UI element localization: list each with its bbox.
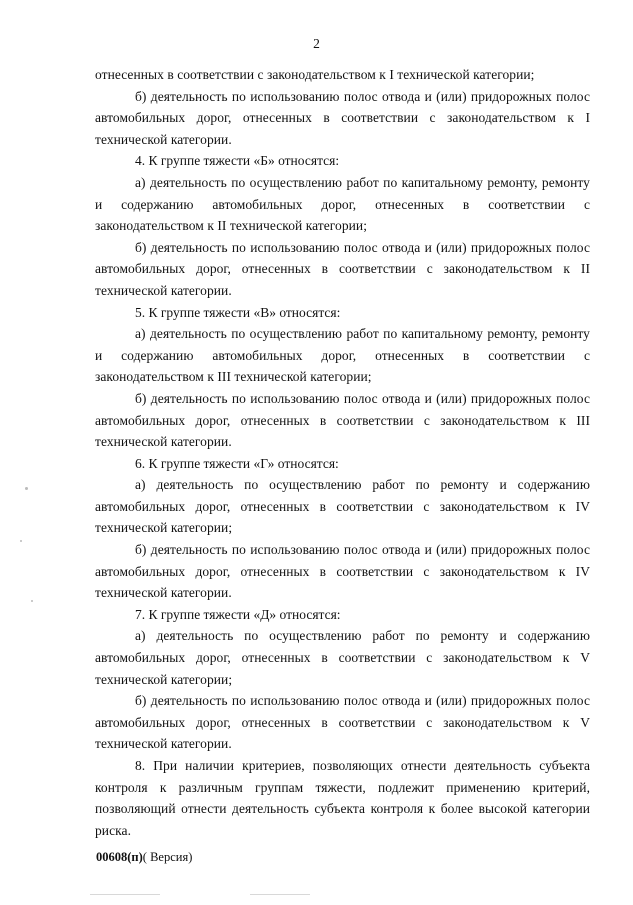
paragraph-item-a-cat2: а) деятельность по осуществлению работ по капитальному ремонту, ремонту и содержанию автомобильных дорог, отнесенных в соответствии с законодательством к II технической категории;	[95, 174, 590, 234]
paragraph-item-b-cat5: б) деятельность по использованию полос отвода и (или) придорожных полос автомобильных дорог, отнесенных в соответствии с законодательством к V технической категории.	[95, 693, 590, 752]
paragraph-item-a-cat3: а) деятельность по осуществлению работ по капитальному ремонту, ремонту и содержанию автомобильных дорог, отнесенных в соответствии с законодательством к III технической категории;	[95, 326, 590, 385]
group-heading-g: 6. К группе тяжести «Г» относятся:	[135, 455, 339, 471]
paragraph-rule-8: 8. При наличии критериев, позволяющих отнести деятельность субъекта контроля к различным группам тяжести, подлежит применению критерий, позволяющий отнести деятельность субъекта контроля к более высокой категории риска.	[95, 758, 590, 838]
paragraph-item-b-cat3: б) деятельность по использованию полос отвода и (или) придорожных полос автомобильных дорог, отнесенных в соответствии с законодательством к III технической категории.	[95, 390, 590, 450]
scan-artifact	[90, 894, 160, 895]
paragraph-item-a-cat5: а) деятельность по осуществлению работ по ремонту и содержанию автомобильных дорог, отнесенных в соответствии с законодательством к V технической категории;	[95, 628, 590, 687]
document-code: 00608(п)	[96, 850, 143, 864]
paragraph-continuation: отнесенных в соответствии с законодательством к I технической категории;	[95, 67, 535, 82]
group-heading-v: 5. К группе тяжести «В» относятся:	[135, 304, 341, 320]
scan-artifact	[20, 540, 22, 542]
document-body	[95, 64, 590, 841]
paragraph-item-b-cat4: б) деятельность по использованию полос отвода и (или) придорожных полос автомобильных дорог, отнесенных в соответствии с законодательством к IV технической категории.	[95, 542, 590, 601]
scan-artifact	[250, 894, 310, 895]
group-heading-d: 7. К группе тяжести «Д» относятся:	[135, 606, 341, 622]
paragraph-item-b-cat2: б) деятельность по использованию полос отвода и (или) придорожных полос автомобильных дорог, отнесенных в соответствии с законодательством к II технической категории.	[95, 239, 590, 298]
paragraph-item-b-cat1: б) деятельность по использованию полос отвода и (или) придорожных полос автомобильных дорог, отнесенных в соответствии с законодательством к I технической категории.	[95, 88, 590, 147]
document-footer	[96, 850, 192, 865]
document-version: ( Версия)	[142, 850, 193, 864]
group-heading-b: 4. К группе тяжести «Б» относятся:	[135, 153, 340, 169]
paragraph-item-a-cat4: а) деятельность по осуществлению работ по ремонту и содержанию автомобильных дорог, отнесенных в соответствии с законодательством к IV технической категории;	[95, 477, 590, 536]
scan-artifact	[31, 600, 33, 602]
page-number: 2	[313, 36, 320, 51]
scan-artifact	[25, 487, 28, 490]
